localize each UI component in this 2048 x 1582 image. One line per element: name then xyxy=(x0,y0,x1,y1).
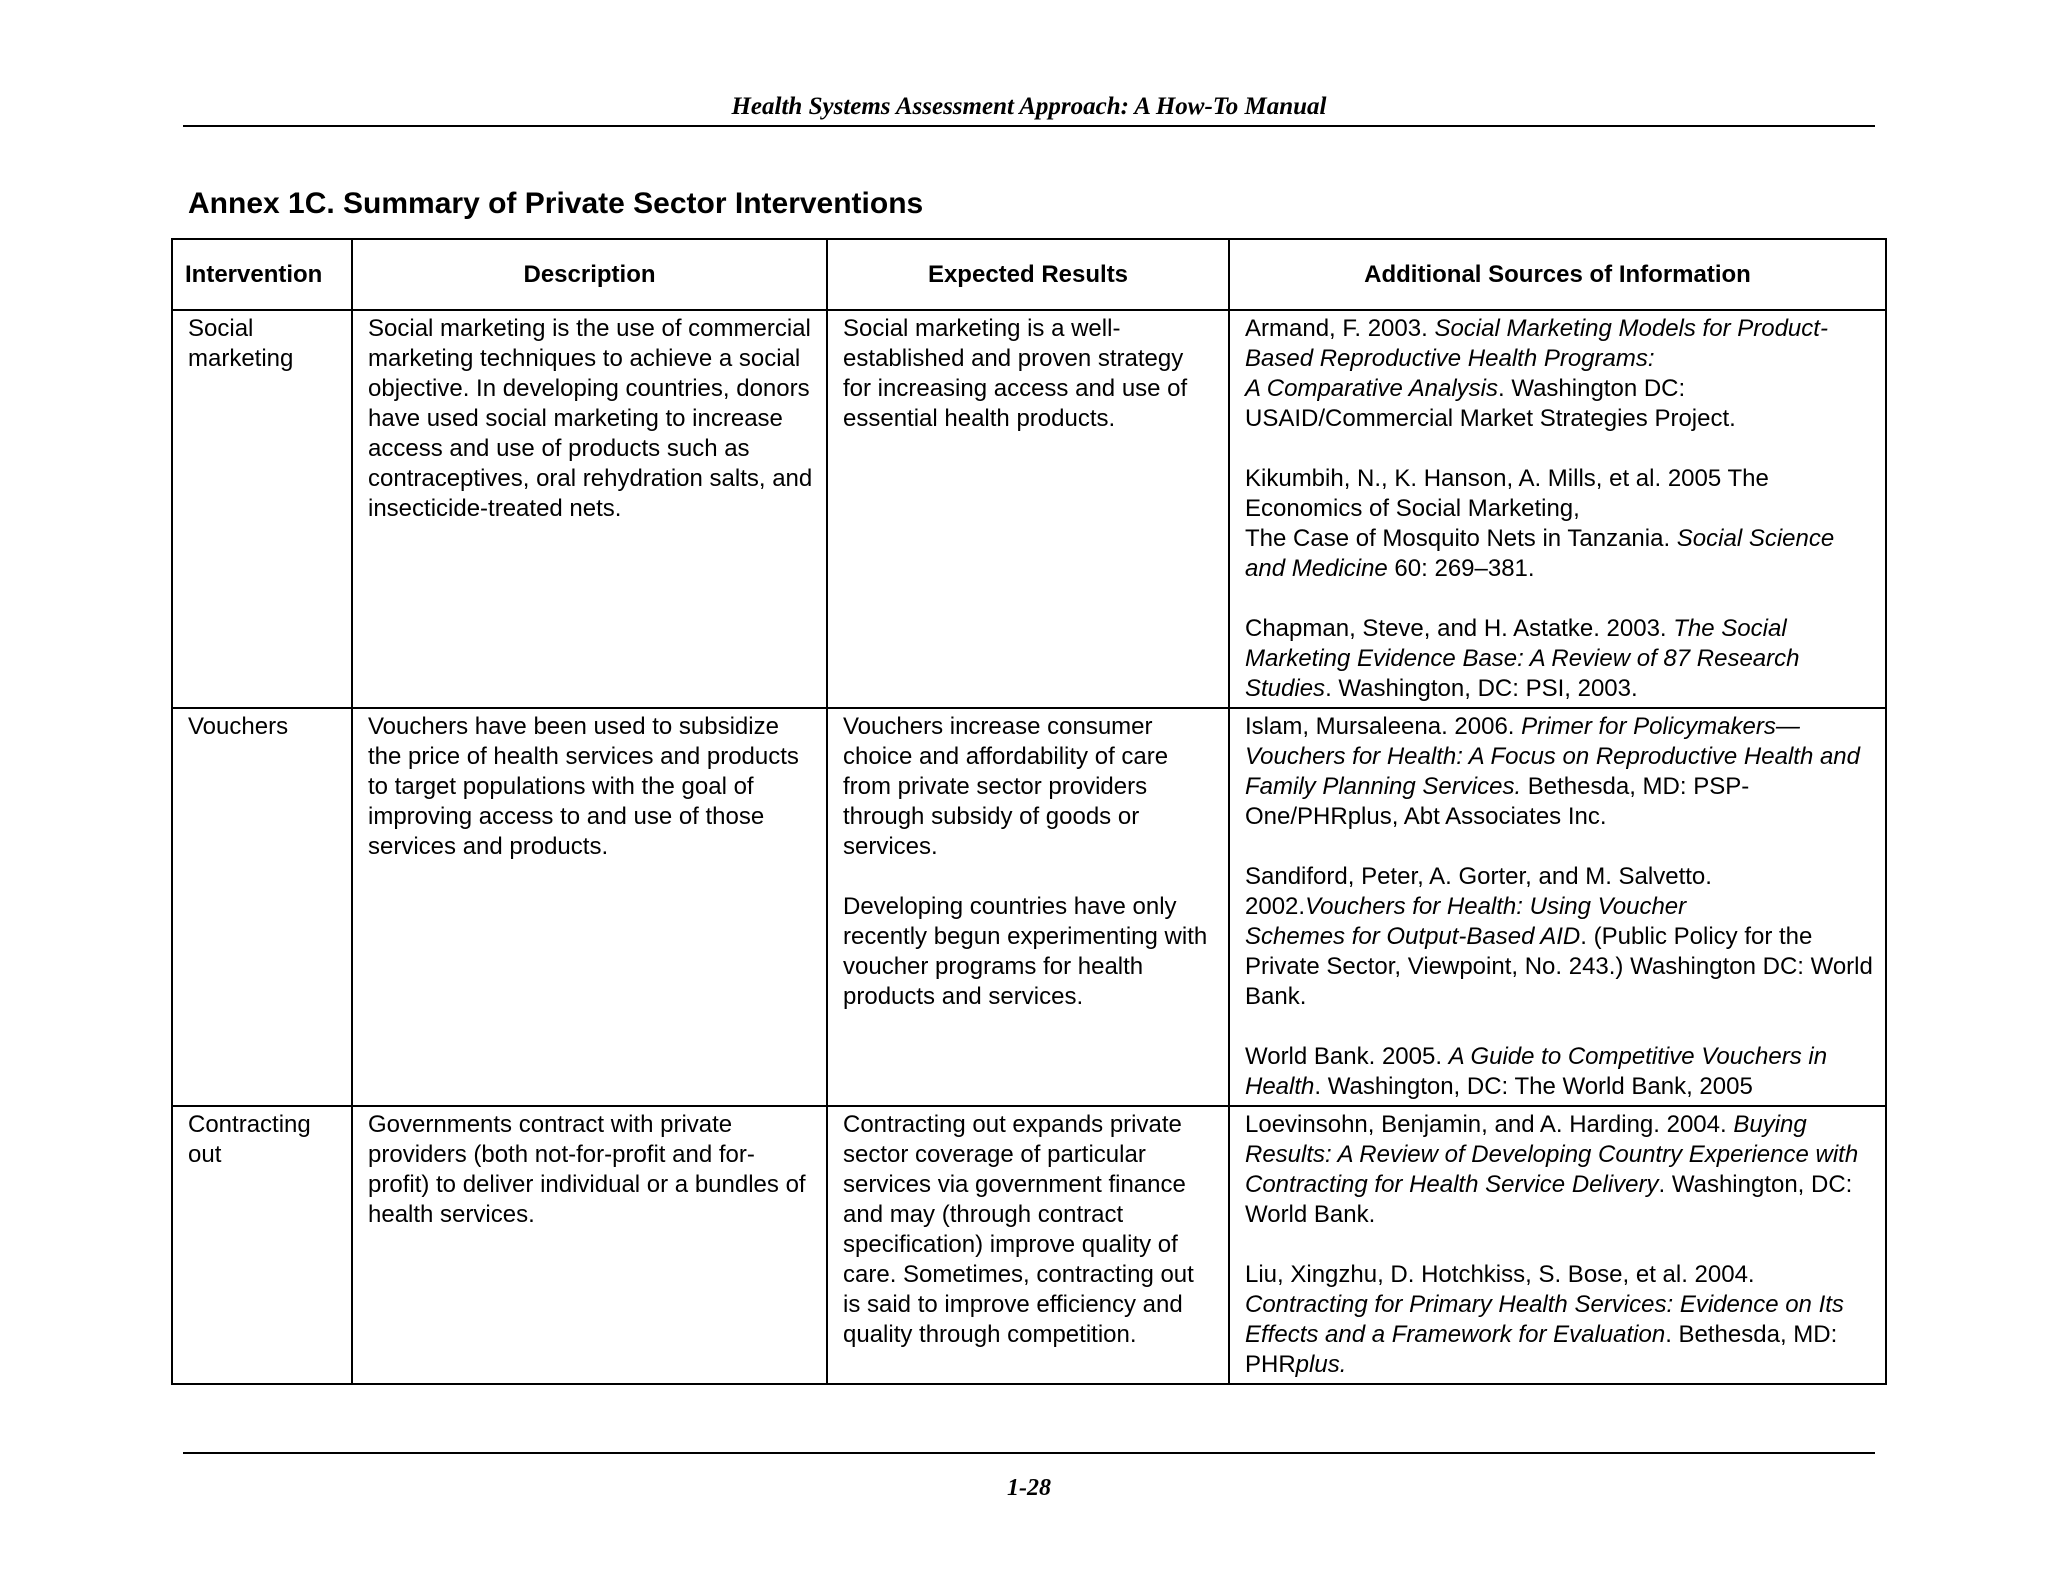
source-citation: Chapman, Steve, and H. Astatke. 2003. The Social Marketing Evidence Base: A Review of 87 Research Studies. Washington, DC: PSI, 2003. xyxy=(1245,615,1800,702)
expected-results-paragraph: Developing countries have only recently begun experimenting with voucher programs for health products and services. xyxy=(843,893,1208,1010)
column-header-description: Description xyxy=(352,239,827,310)
footer-rule xyxy=(183,1452,1875,1454)
source-citation: Kikumbih, N., K. Hanson, A. Mills, et al. 2005 The Economics of Social Marketing, The Case of Mosquito Nets in Tanzania. Social Science and Medicine 60: 269–381. xyxy=(1245,465,1835,582)
source-citation: Islam, Mursaleena. 2006. Primer for Policymakers—Vouchers for Health: A Focus on Reproductive Health and Family Planning Services. Bethesda, MD: PSP-One/PHRplus, Abt Associates Inc. xyxy=(1245,713,1860,830)
source-citation: Armand, F. 2003. Social Marketing Models for Product-Based Reproductive Health Programs: A Comparative Analysis. Washington DC: USAID/Commercial Market Strategies Project. xyxy=(1245,315,1828,432)
expected-results-paragraph: Contracting out expands private sector coverage of particular services via government finance and may (through contract specification) improve quality of care. Sometimes, contracting out is said to improve efficiency and quality through competition. xyxy=(843,1111,1194,1348)
intervention-cell: Vouchers xyxy=(172,708,352,1106)
table-header-row xyxy=(172,239,1886,310)
sources-cell xyxy=(1229,1106,1886,1384)
source-citation: Sandiford, Peter, A. Gorter, and M. Salvetto. 2002.Vouchers for Health: Using Voucher Schemes for Output-Based AID. (Public Policy for the Private Sector, Viewpoint, No. 243.) Washington DC: World Bank. xyxy=(1245,863,1873,1010)
description-cell: Social marketing is the use of commercial marketing techniques to achieve a social objective. In developing countries, donors have used social marketing to increase access and use of products such as contraceptives, oral rehydration salts, and insecticide-treated nets. xyxy=(352,310,827,708)
description-cell: Governments contract with private providers (both not-for-profit and for-profit) to deliver individual or a bundles of health services. xyxy=(352,1106,827,1384)
source-citation: Loevinsohn, Benjamin, and A. Harding. 2004. Buying Results: A Review of Developing Country Experience with Contracting for Health Service Delivery. Washington, DC: World Bank. xyxy=(1245,1111,1859,1228)
column-header-expected-results: Expected Results xyxy=(827,239,1229,310)
source-citation: Liu, Xingzhu, D. Hotchkiss, S. Bose, et al. 2004. Contracting for Primary Health Services: Evidence on Its Effects and a Framework for Evaluation. Bethesda, MD: PHRplus. xyxy=(1245,1261,1844,1378)
page-number: 1-28 xyxy=(1007,1475,1051,1501)
expected-results-cell xyxy=(827,708,1229,1106)
sources-cell xyxy=(1229,708,1886,1106)
column-header-intervention: Intervention xyxy=(172,239,352,310)
source-citation: World Bank. 2005. A Guide to Competitive Vouchers in Health. Washington, DC: The World Bank, 2005 xyxy=(1245,1043,1828,1100)
annex-title: Annex 1C. Summary of Private Sector Interventions xyxy=(188,187,924,220)
header-rule xyxy=(183,125,1875,127)
expected-results-paragraph: Vouchers increase consumer choice and affordability of care from private sector providers through subsidy of goods or services. xyxy=(843,713,1169,860)
interventions-table xyxy=(171,238,1887,1385)
intervention-cell: Contracting out xyxy=(172,1106,352,1384)
table-row xyxy=(172,310,1886,708)
intervention-cell: Social marketing xyxy=(172,310,352,708)
column-header-sources: Additional Sources of Information xyxy=(1229,239,1886,310)
expected-results-cell xyxy=(827,1106,1229,1384)
expected-results-paragraph: Social marketing is a well-established and proven strategy for increasing access and use of essential health products. xyxy=(843,315,1188,432)
expected-results-cell xyxy=(827,310,1229,708)
description-cell: Vouchers have been used to subsidize the price of health services and products to target populations with the goal of improving access to and use of those services and products. xyxy=(352,708,827,1106)
table-row xyxy=(172,1106,1886,1384)
sources-cell xyxy=(1229,310,1886,708)
running-header: Health Systems Assessment Approach: A How-To Manual xyxy=(731,93,1327,120)
table-row xyxy=(172,708,1886,1106)
